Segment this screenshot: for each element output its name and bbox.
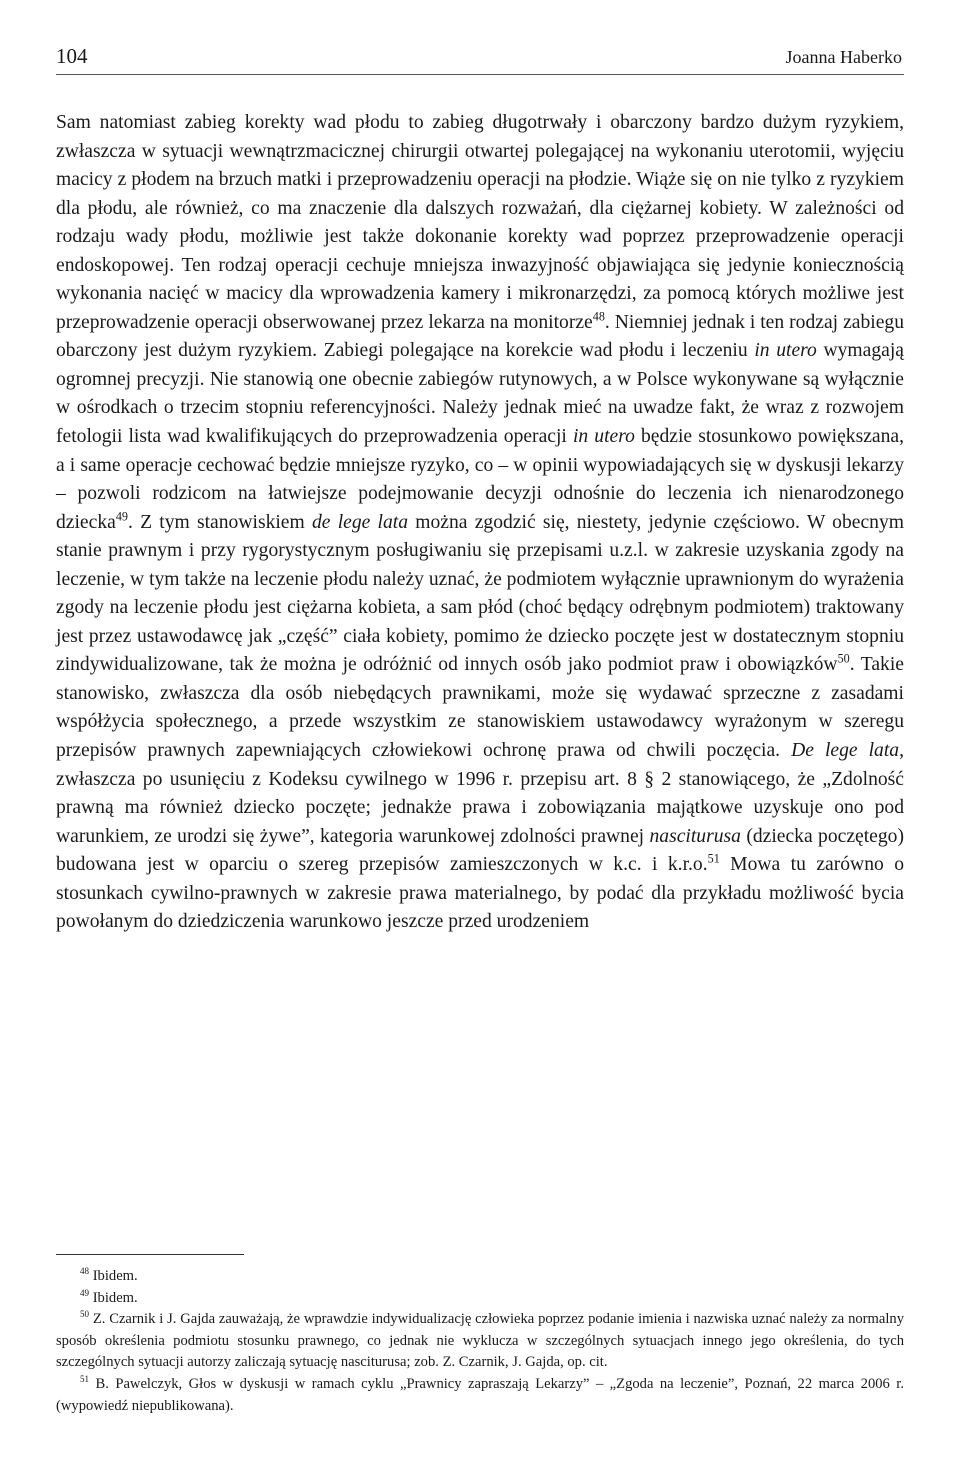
italic-term: in utero bbox=[754, 340, 817, 362]
footnote-number: 49 bbox=[80, 1287, 90, 1298]
footnote-48 bbox=[56, 1266, 904, 1288]
footnote-ref-49: 49 bbox=[115, 509, 128, 524]
text-segment: wymagają ogromnej precyzji. Nie stanowią one obecnie zabiegów rutynowych, a w Polsce wykonywane są wyłącznie w ośrodkach o trzecim stopniu referencyjności. Należy jednak mieć na uwadze fakt, że wraz z rozwojem fetologii lista wad kwalifikujących do przeprowadzenia operacji bbox=[56, 340, 905, 448]
footnote-ref-50: 50 bbox=[837, 651, 850, 666]
body-paragraph bbox=[56, 109, 904, 937]
footnote-text: Ibidem. bbox=[89, 1289, 138, 1306]
page-number: 104 bbox=[56, 44, 88, 68]
footnote-51 bbox=[56, 1374, 904, 1417]
text-segment: , zwłaszcza po usunięciu z Kodeksu cywilnego w 1996 r. przepisu art. 8 § 2 stanowiącego, że „Zdolność prawną ma również dziecko poczęte; jednakże prawa i zobowiązania majątkowe uzyskuje ono pod warunkiem, ze urodzi się żywe”, kategoria warunkowej zdolności prawnej bbox=[56, 740, 904, 847]
footnote-text: Ibidem. bbox=[89, 1268, 138, 1284]
footnote-number: 51 bbox=[80, 1374, 90, 1385]
running-head-author: Joanna Haberko bbox=[785, 47, 902, 67]
italic-term: nasciturusa bbox=[649, 825, 741, 847]
italic-term: in utero bbox=[572, 426, 635, 448]
footnote-49 bbox=[56, 1288, 904, 1310]
footnote-ref-48: 48 bbox=[592, 309, 605, 324]
body-text bbox=[56, 109, 904, 937]
footnote-ref-51: 51 bbox=[707, 851, 720, 866]
italic-term: De lege lata bbox=[791, 740, 900, 762]
footnote-50 bbox=[56, 1309, 904, 1374]
footnote-text: B. Pawelczyk, Głos w dyskusji w ramach cyklu „Prawnicy zapraszają Lekarzy” – „Zgoda na leczenie”, Poznań, 22 marca 2006 r. (wypowiedź niepublikowana). bbox=[56, 1375, 904, 1414]
page-header bbox=[56, 44, 904, 75]
text-segment: . Niemniej jednak i ten rodzaj zabiegu obarczony jest dużym ryzykiem. Zabiegi polegające na korekcie wad płodu i leczeniu bbox=[56, 311, 904, 362]
footnote-separator bbox=[56, 1254, 244, 1255]
footnote-text: Z. Czarnik i J. Gajda zauważają, że wprawdzie indywidualizację człowieka poprzez podanie imienia i nazwiska uznać należy za normalny sposób określenia podmiotu stosunku prawnego, co jednak nie wyklucza w szczególnych sytuacjach innego jego określenia, do tych szczególnych sytuacji autorzy zaliczają sytuację nasciturusa; zob. Z. Czarnik, J. Gajda, op. cit. bbox=[56, 1311, 904, 1371]
text-segment: (dziecka poczętego) budowana jest w oparciu o szereg przepisów zamieszczonych w k.c. i k.r.o. bbox=[56, 825, 904, 876]
text-segment: Sam natomiast zabieg korekty wad płodu to zabieg długotrwały i obarczony bardzo dużym ryzykiem, zwłaszcza w sytuacji wewnątrzmacicznej chirurgii otwartej polegającej na wykonaniu uterotomii, wyjęciu macicy z płodem na brzuch matki i przeprowadzeniu operacji na płodzie. Wiąże się on nie tylko z ryzykiem dla płodu, ale również, co ma znaczenie dla dalszych rozważań, dla ciężarnej kobiety. W zależności od rodzaju wady płodu, możliwie jest także dokonanie korekty wad poprzez przeprowadzenie operacji endoskopowej. Ten rodzaj operacji cechuje mniejsza inwazyjność objawiająca się jedynie koniecznością wykonania nacięć w macicy dla wprowadzenia kamery i mikronarzędzi, za pomocą których możliwe jest przeprowadzenie operacji obserwowanej przez lekarza na monitorze bbox=[56, 112, 904, 333]
footnotes bbox=[56, 1266, 904, 1417]
italic-term: de lege lata bbox=[311, 511, 409, 533]
text-segment: można zgodzić się, niestety, jedynie częściowo. W obecnym stanie prawnym i przy rygorystycznym posługiwaniu się przepisami u.z.l. w zakresie uzyskania zgody na leczenie, w tym także na leczenie płodu należy uznać, że podmiotem wyłącznie uprawnionym do wyrażenia zgody na leczenie płodu jest ciężarna kobieta, a sam płód (choć będący odrębnym podmiotem) traktowany jest przez ustawodawcę jak „część” ciała kobiety, pomimo że dziecko poczęte jest w dostatecznym stopniu zindywidualizowane, tak że można je odróżnić od innych osób jako podmiot praw i obowiązków bbox=[56, 511, 905, 676]
text-segment: . Z tym stanowiskiem bbox=[127, 511, 312, 533]
text-segment: będzie stosunkowo powiększana, a i same operacje cechować będzie mniejsze ryzyko, co – w opinii wypowiadających się w dyskusji lekarzy – pozwoli rodzicom na łatwiejsze podejmowanie decyzji odnośnie do leczenia ich nienarodzonego dziecka bbox=[56, 426, 904, 533]
text-segment: . Takie stanowisko, zwłaszcza dla osób niebędących prawnikami, może się wydawać sprzeczne z zasadami współżycia społecznego, a przede wszystkim ze stanowiskiem ustawodawcy wyrażonym w szeregu przepisów prawnych zapewniających człowiekowi ochronę prawa od chwili poczęcia. bbox=[56, 654, 904, 762]
footnote-number: 50 bbox=[80, 1309, 90, 1320]
text-segment: Mowa tu zarówno o stosunkach cywilno-prawnych w zakresie prawa materialnego, by podać dla przykładu możliwość bycia powołanym do dziedziczenia warunkowo jeszcze przed urodzeniem bbox=[56, 854, 905, 933]
footnote-number: 48 bbox=[80, 1266, 90, 1277]
